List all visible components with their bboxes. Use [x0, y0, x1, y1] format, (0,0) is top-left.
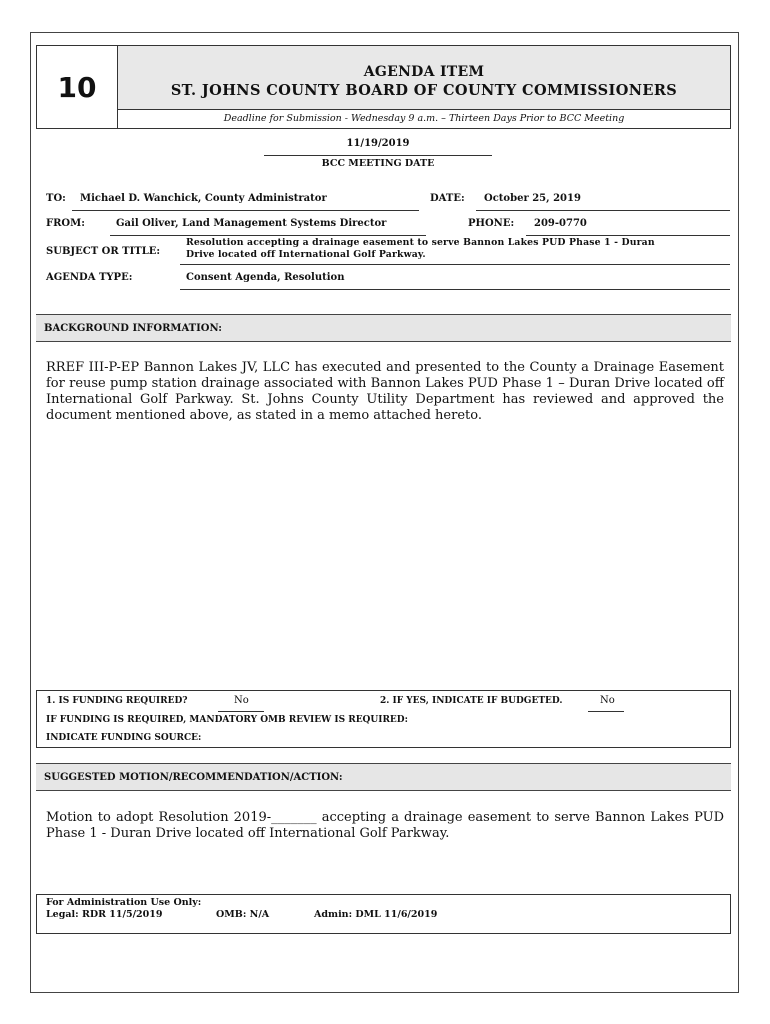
- funding-required-underline: [218, 711, 264, 712]
- agenda-type-value: Consent Agenda, Resolution: [186, 272, 345, 283]
- subject-underline: [180, 264, 730, 265]
- subject-line-2: Drive located off International Golf Parkway.: [186, 249, 426, 260]
- background-text: RREF III-P-EP Bannon Lakes JV, LLC has executed and presented to the County a Drainage Easement for reuse pump station drainage associated with Bannon Lakes PUD Phase 1 – Duran Drive located off International Golf Parkway. St. Johns County Utility Department has reviewed and approved the document mentioned above, as stated in a memo attached hereto.: [46, 360, 724, 423]
- subject-label: SUBJECT OR TITLE:: [46, 246, 161, 257]
- to-label: TO:: [46, 193, 66, 204]
- funding-source-line: INDICATE FUNDING SOURCE:: [46, 733, 202, 743]
- agenda-header: [36, 45, 731, 129]
- omb-approval: OMB: N/A: [216, 909, 270, 920]
- agenda-type-label: AGENDA TYPE:: [46, 272, 133, 283]
- omb-review-line: IF FUNDING IS REQUIRED, MANDATORY OMB REVIEW IS REQUIRED:: [46, 715, 408, 725]
- phone-underline: [526, 235, 730, 236]
- board-title: ST. JOHNS COUNTY BOARD OF COUNTY COMMISSIONERS: [170, 82, 678, 99]
- date-label: DATE:: [430, 193, 465, 204]
- phone-value: 209-0770: [534, 218, 587, 229]
- motion-heading: SUGGESTED MOTION/RECOMMENDATION/ACTION:: [36, 763, 731, 791]
- legal-approval: Legal: RDR 11/5/2019: [46, 909, 163, 920]
- subject-line-1: Resolution accepting a drainage easement to serve Bannon Lakes PUD Phase 1 - Duran: [186, 237, 655, 248]
- meeting-date-label: BCC MEETING DATE: [321, 158, 435, 169]
- to-value: Michael D. Wanchick, County Administrator: [80, 193, 327, 204]
- to-underline: [72, 210, 419, 211]
- background-heading: BACKGROUND INFORMATION:: [36, 314, 731, 342]
- agenda-title-block: [118, 46, 730, 110]
- subject-value: [186, 237, 655, 261]
- phone-label: PHONE:: [468, 218, 515, 229]
- budgeted-label: 2. IF YES, INDICATE IF BUDGETED.: [380, 696, 563, 706]
- from-value: Gail Oliver, Land Management Systems Director: [116, 218, 387, 229]
- date-underline: [476, 210, 730, 211]
- admin-heading: For Administration Use Only:: [46, 897, 202, 908]
- from-underline: [110, 235, 426, 236]
- funding-required-value: No: [234, 695, 249, 706]
- from-label: FROM:: [46, 218, 85, 229]
- funding-required-label: 1. IS FUNDING REQUIRED?: [46, 696, 188, 706]
- budgeted-underline: [588, 711, 624, 712]
- admin-approval: Admin: DML 11/6/2019: [314, 909, 438, 920]
- date-value: October 25, 2019: [484, 193, 581, 204]
- meeting-date: 11/19/2019: [346, 138, 410, 149]
- agenda-item-number: 10: [37, 46, 118, 128]
- page-border: [30, 32, 739, 993]
- submission-deadline: Deadline for Submission - Wednesday 9 a.m. – Thirteen Days Prior to BCC Meeting: [223, 113, 625, 124]
- meeting-date-underline: [264, 155, 492, 156]
- motion-text: Motion to adopt Resolution 2019-_______ accepting a drainage easement to serve Bannon Lakes PUD Phase 1 - Duran Drive located off International Golf Parkway.: [46, 810, 724, 841]
- agenda-title: AGENDA ITEM: [363, 64, 485, 80]
- budgeted-value: No: [600, 695, 615, 706]
- agenda-type-underline: [180, 289, 730, 290]
